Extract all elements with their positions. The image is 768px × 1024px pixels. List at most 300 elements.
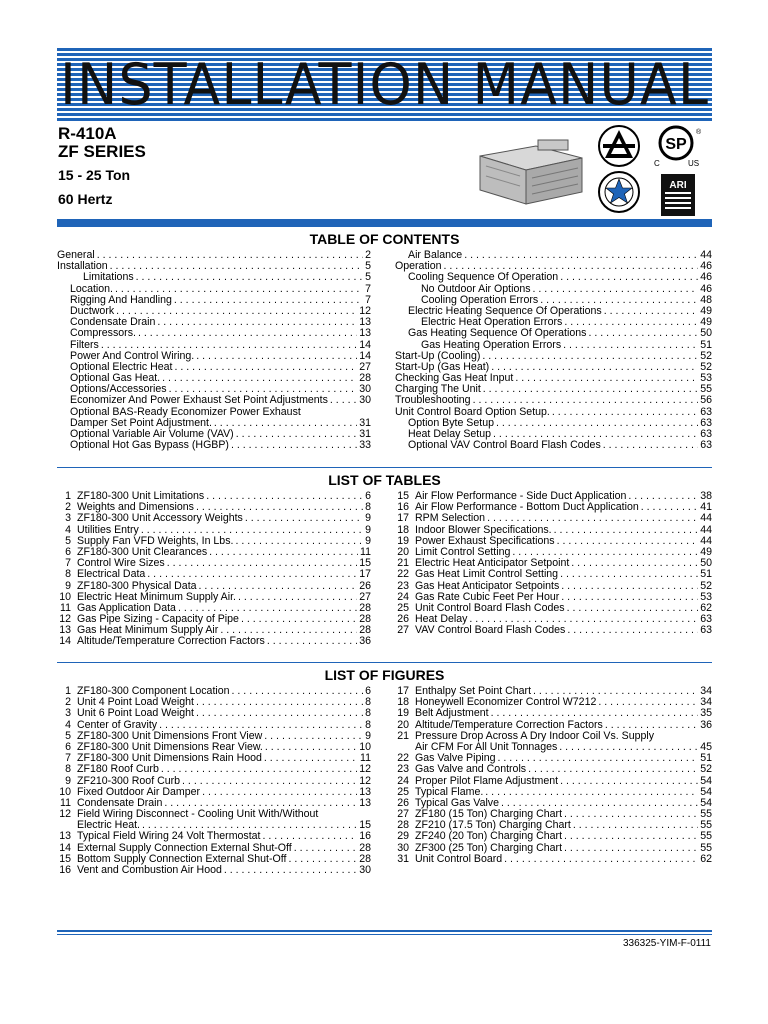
contents-entry[interactable] <box>395 429 712 440</box>
entry-label: Start-Up (Gas Heat) <box>395 361 490 373</box>
entry-label: VAV Control Board Flash Codes <box>415 625 566 637</box>
entry-number: 3 <box>65 708 71 720</box>
contents-entry[interactable] <box>57 525 371 536</box>
entry-label: Proper Pilot Flame Adjustment <box>415 775 559 787</box>
entry-number: 16 <box>397 502 409 514</box>
entry-label: Installation <box>57 261 108 273</box>
figures-title: LIST OF FIGURES <box>324 667 445 683</box>
contents-entry[interactable] <box>57 625 371 636</box>
entry-page-number: 11 <box>360 753 371 765</box>
entry-label: ZF180-300 Unit Accessory Weights <box>77 513 243 525</box>
contents-entry[interactable] <box>57 809 371 820</box>
entry-label: Air Flow Performance - Bottom Duct Application <box>415 502 639 514</box>
dot-leader <box>564 809 698 820</box>
entry-page-number: 63 <box>700 614 712 626</box>
contents-entry[interactable] <box>395 843 712 854</box>
contents-entry[interactable] <box>57 384 371 395</box>
entry-label: Unit Control Board Option Setup. <box>395 406 550 418</box>
dot-leader <box>540 295 698 306</box>
entry-label: Rigging And Handling <box>70 294 172 306</box>
entry-page-number: 6 <box>365 491 371 502</box>
dot-leader <box>236 429 358 440</box>
entry-label: Unit 6 Point Load Weight <box>77 708 194 720</box>
contents-entry[interactable] <box>395 731 712 742</box>
entry-page-number: 54 <box>700 797 712 809</box>
contents-entry[interactable] <box>395 764 712 775</box>
contents-entry[interactable] <box>395 306 712 317</box>
dot-leader <box>263 831 358 842</box>
dot-leader <box>557 536 699 547</box>
entry-number: 13 <box>59 625 71 637</box>
contents-entry[interactable] <box>57 418 371 429</box>
contents-entry[interactable] <box>395 809 712 820</box>
contents-entry[interactable] <box>57 753 371 764</box>
entry-number: 10 <box>59 786 71 798</box>
tables-divider <box>57 662 712 663</box>
contents-entry[interactable] <box>57 284 371 295</box>
entry-page-number: 28 <box>359 625 371 637</box>
entry-label: Weights and Dimensions <box>77 502 194 514</box>
dot-leader <box>464 250 698 261</box>
dot-leader <box>196 708 363 719</box>
entry-label: No Outdoor Air Options <box>421 283 531 295</box>
contents-entry[interactable] <box>57 636 371 647</box>
dot-leader <box>110 261 363 272</box>
contents-entry[interactable] <box>57 373 371 384</box>
dot-leader <box>232 686 364 697</box>
entry-page-number: 34 <box>700 686 712 697</box>
contents-entry[interactable] <box>395 787 712 798</box>
ari-text: ARI <box>669 180 687 191</box>
contents-entry[interactable] <box>395 502 712 513</box>
entry-number: 12 <box>59 809 71 821</box>
entry-number: 19 <box>397 535 409 547</box>
dot-leader <box>267 636 357 647</box>
contents-entry[interactable] <box>395 753 712 764</box>
entry-page-number: 54 <box>700 786 712 798</box>
dot-leader <box>641 502 698 513</box>
entry-page-number: 36 <box>700 719 712 731</box>
entry-page-number: 9 <box>365 513 371 525</box>
dot-leader <box>167 558 357 569</box>
entry-number: 17 <box>397 513 409 525</box>
entry-page-number: 56 <box>700 395 712 407</box>
entry-page-number: 51 <box>700 569 712 581</box>
dot-leader <box>564 843 698 854</box>
contents-entry[interactable] <box>395 820 712 831</box>
entry-page-number: 13 <box>359 786 371 798</box>
entry-page-number: 30 <box>359 865 371 876</box>
entry-page-number: 54 <box>700 775 712 787</box>
entry-page-number: 44 <box>700 513 712 525</box>
entry-label: Gas Heat Anticipator Setpoints <box>415 580 560 592</box>
contents-entry[interactable] <box>395 614 712 625</box>
entry-label: ZF180 Roof Curb <box>77 764 159 776</box>
entry-label: Optional Variable Air Volume (VAV) <box>70 429 234 440</box>
entry-label: Gas Valve and Controls <box>415 764 527 776</box>
entry-label: Ductwork <box>70 305 115 317</box>
contents-entry[interactable] <box>395 798 712 809</box>
dot-leader <box>330 395 357 406</box>
contents-entry[interactable] <box>57 558 371 569</box>
dot-leader <box>196 351 357 362</box>
entry-page-number: 28 <box>359 602 371 614</box>
entry-label: ZF180 (15 Ton) Charging Chart <box>415 809 563 821</box>
contents-entry[interactable] <box>395 558 712 569</box>
dot-leader <box>560 569 698 580</box>
dot-leader <box>496 418 698 429</box>
contents-entry[interactable] <box>57 697 371 708</box>
entry-label: Utilities Entry <box>77 524 139 536</box>
entry-label: Electric Heat Operation Errors <box>421 317 563 329</box>
entry-page-number: 13 <box>359 797 371 809</box>
contents-entry[interactable] <box>57 764 371 775</box>
contents-entry[interactable] <box>395 603 712 614</box>
dot-leader <box>563 340 698 351</box>
dot-leader <box>178 603 357 614</box>
contents-entry[interactable] <box>57 351 371 362</box>
entry-number: 25 <box>397 602 409 614</box>
contents-entry[interactable] <box>57 440 371 451</box>
contents-entry[interactable] <box>57 831 371 842</box>
contents-entry[interactable] <box>57 820 371 831</box>
contents-entry[interactable] <box>57 592 371 603</box>
entry-number: 15 <box>59 853 71 865</box>
entry-page-number: 28 <box>359 614 371 626</box>
contents-entry[interactable] <box>395 328 712 339</box>
entry-label: ZF240 (20 Ton) Charging Chart <box>415 831 563 843</box>
entry-page-number: 46 <box>700 272 712 284</box>
entry-page-number: 44 <box>700 524 712 536</box>
entry-number: 16 <box>59 865 71 876</box>
entry-number: 28 <box>397 820 409 832</box>
dot-leader <box>559 742 698 753</box>
ari-certification-logo <box>661 174 695 216</box>
entry-number: 27 <box>397 625 409 637</box>
refrigerant-label: R-410A <box>58 124 117 143</box>
entry-number: 14 <box>59 636 71 648</box>
dot-leader <box>469 614 698 625</box>
entry-page-number: 31 <box>359 417 371 429</box>
contents-entry[interactable] <box>57 581 371 592</box>
contents-entry[interactable] <box>395 697 712 708</box>
entry-label: Typical Gas Valve <box>415 797 499 809</box>
dot-leader <box>564 831 698 842</box>
entry-label: ZF300 (25 Ton) Charging Chart <box>415 842 563 854</box>
contents-entry[interactable] <box>57 261 371 272</box>
entry-label: Compressors. <box>70 328 136 340</box>
contents-entry[interactable] <box>395 569 712 580</box>
contents-entry[interactable] <box>395 547 712 558</box>
contents-entry[interactable] <box>395 625 712 636</box>
dot-leader <box>115 284 363 295</box>
contents-entry[interactable] <box>57 502 371 513</box>
dot-leader <box>157 317 357 328</box>
entry-page-number: 55 <box>700 809 712 821</box>
entry-page-number: 63 <box>700 625 712 637</box>
contents-entry[interactable] <box>395 272 712 283</box>
contents-entry[interactable] <box>395 854 712 865</box>
contents-entry[interactable] <box>395 686 712 697</box>
dot-leader <box>142 820 357 831</box>
contents-entry[interactable] <box>395 513 712 524</box>
contents-entry[interactable] <box>57 306 371 317</box>
entry-label: Air CFM For All Unit Tonnages <box>415 741 558 753</box>
contents-entry[interactable] <box>57 865 371 876</box>
entry-page-number: 49 <box>700 546 712 558</box>
dot-leader <box>202 787 357 798</box>
energy-star-seal-logo <box>597 170 641 214</box>
entry-page-number: 63 <box>700 406 712 418</box>
entry-page-number: 55 <box>700 842 712 854</box>
entry-page-number: 49 <box>700 305 712 317</box>
contents-entry[interactable] <box>57 547 371 558</box>
contents-entry[interactable] <box>57 731 371 742</box>
entry-label: Gas Heating Operation Errors <box>421 339 562 351</box>
dot-leader <box>504 854 698 865</box>
entry-number: 22 <box>397 569 409 581</box>
csa-certification-logo <box>652 124 704 168</box>
contents-entry[interactable] <box>395 351 712 362</box>
entry-number: 8 <box>65 764 71 776</box>
entry-number: 7 <box>65 558 71 570</box>
entry-label: Cooling Operation Errors <box>421 294 539 306</box>
contents-entry[interactable] <box>57 686 371 697</box>
contents-entry[interactable] <box>395 362 712 373</box>
entry-page-number: 55 <box>700 831 712 843</box>
contents-entry[interactable] <box>57 614 371 625</box>
entry-number: 9 <box>65 775 71 787</box>
entry-page-number: 46 <box>700 283 712 295</box>
entry-page-number: 46 <box>700 261 712 273</box>
contents-entry[interactable] <box>57 513 371 524</box>
entry-page-number: 8 <box>365 502 371 514</box>
contents-entry[interactable] <box>57 317 371 328</box>
dot-leader <box>209 547 358 558</box>
contents-entry[interactable] <box>395 536 712 547</box>
entry-page-number: 13 <box>359 317 371 329</box>
dot-leader <box>238 592 357 603</box>
contents-entry[interactable] <box>57 395 371 406</box>
entry-page-number: 8 <box>365 697 371 709</box>
contents-entry[interactable] <box>57 708 371 719</box>
entry-number: 30 <box>397 842 409 854</box>
contents-entry[interactable] <box>395 317 712 328</box>
dot-leader <box>493 429 698 440</box>
entry-page-number: 11 <box>360 546 371 558</box>
entry-page-number: 27 <box>359 591 371 603</box>
entry-number: 22 <box>397 753 409 765</box>
contents-entry[interactable] <box>395 384 712 395</box>
entry-page-number: 52 <box>700 350 712 362</box>
dot-leader <box>552 407 698 418</box>
entry-page-number: 5 <box>365 261 371 273</box>
contents-entry[interactable] <box>57 362 371 373</box>
manual-title: INSTALLATION MANUAL <box>60 51 709 118</box>
dot-leader <box>491 708 699 719</box>
footer-rule-thin <box>57 934 712 935</box>
dot-leader <box>533 686 698 697</box>
dot-leader <box>567 625 698 636</box>
contents-entry[interactable] <box>57 854 371 865</box>
header-separator-bar <box>57 219 712 227</box>
contents-entry[interactable] <box>57 536 371 547</box>
entry-number: 9 <box>65 580 71 592</box>
dot-leader <box>116 306 357 317</box>
entry-page-number: 52 <box>700 764 712 776</box>
entry-label: ZF180-300 Physical Data <box>77 580 197 592</box>
dot-leader <box>501 798 698 809</box>
contents-entry[interactable] <box>395 592 712 603</box>
dot-leader <box>497 753 698 764</box>
csa-c-text: C <box>654 159 660 168</box>
contents-entry[interactable] <box>395 418 712 429</box>
contents-entry[interactable] <box>395 284 712 295</box>
dot-leader <box>224 865 357 876</box>
toc-left-column <box>57 250 371 451</box>
contents-entry[interactable] <box>57 272 371 283</box>
contents-entry[interactable] <box>57 340 371 351</box>
contents-entry[interactable] <box>395 831 712 842</box>
entry-page-number: 50 <box>700 328 712 340</box>
contents-entry[interactable] <box>57 720 371 731</box>
entry-number: 4 <box>65 719 71 731</box>
entry-number: 26 <box>397 614 409 626</box>
frequency-label: 60 Hertz <box>58 191 113 207</box>
contents-entry[interactable] <box>395 395 712 406</box>
entry-page-number: 63 <box>700 429 712 440</box>
contents-entry[interactable] <box>395 581 712 592</box>
entry-page-number: 7 <box>365 283 371 295</box>
contents-entry[interactable] <box>57 295 371 306</box>
dot-leader <box>605 720 698 731</box>
dot-leader <box>196 697 363 708</box>
contents-entry[interactable] <box>57 407 371 418</box>
contents-entry[interactable] <box>57 569 371 580</box>
entry-label: Gas Application Data <box>77 602 176 614</box>
entry-page-number: 53 <box>700 591 712 603</box>
dot-leader <box>199 581 358 592</box>
entry-number: 1 <box>65 491 71 502</box>
entry-page-number: 9 <box>365 535 371 547</box>
contents-entry[interactable] <box>395 261 712 272</box>
entry-label: Power And Control Wiring. <box>70 350 195 362</box>
entry-label: Altitude/Temperature Correction Factors <box>77 636 265 648</box>
dot-leader <box>169 384 358 395</box>
entry-number: 4 <box>65 524 71 536</box>
entry-number: 20 <box>397 719 409 731</box>
entry-page-number: 52 <box>700 580 712 592</box>
tables-title: LIST OF TABLES <box>328 472 441 488</box>
contents-entry[interactable] <box>395 373 712 384</box>
contents-entry[interactable] <box>395 742 712 753</box>
contents-entry[interactable] <box>57 787 371 798</box>
contents-entry[interactable] <box>395 776 712 787</box>
dot-leader <box>485 787 698 798</box>
entry-label: Control Wire Sizes <box>77 558 165 570</box>
entry-page-number: 63 <box>700 440 712 452</box>
entry-label: Limitations <box>83 272 134 284</box>
dot-leader <box>560 272 698 283</box>
entry-label: Electric Heat Minimum Supply Air. <box>77 591 236 603</box>
entry-label: Limit Control Setting <box>415 546 511 558</box>
entry-page-number: 62 <box>700 853 712 865</box>
entry-label: Belt Adjustment <box>415 708 489 720</box>
figures-left-column <box>57 686 371 876</box>
contents-entry[interactable] <box>57 250 371 261</box>
entry-page-number: 55 <box>700 384 712 396</box>
dot-leader <box>561 581 698 592</box>
dot-leader <box>554 525 699 536</box>
entry-label: Air Flow Performance - Side Duct Application <box>415 491 627 502</box>
entry-label: Gas Valve Piping <box>415 753 496 765</box>
contents-entry[interactable] <box>57 742 371 753</box>
entry-number: 8 <box>65 569 71 581</box>
dot-leader <box>141 525 363 536</box>
entry-number: 29 <box>397 831 409 843</box>
entry-page-number: 52 <box>700 361 712 373</box>
contents-entry[interactable] <box>395 407 712 418</box>
contents-entry[interactable] <box>395 295 712 306</box>
entry-number: 19 <box>397 708 409 720</box>
dot-leader <box>528 764 698 775</box>
contents-entry[interactable] <box>395 440 712 451</box>
entry-label: ZF210-300 Roof Curb <box>77 775 181 787</box>
entry-label: Vent and Combustion Air Hood <box>77 865 222 876</box>
entry-label: Heat Delay Setup <box>408 429 492 440</box>
entry-number: 3 <box>65 513 71 525</box>
entry-label: Location. <box>70 283 113 295</box>
entry-number: 23 <box>397 580 409 592</box>
entry-label: Unit 4 Point Load Weight <box>77 697 194 709</box>
entry-number: 15 <box>397 491 409 502</box>
entry-page-number: 62 <box>700 602 712 614</box>
contents-entry[interactable] <box>57 328 371 339</box>
entry-page-number: 33 <box>359 440 371 452</box>
registered-mark: ® <box>696 129 702 136</box>
entry-page-number: 31 <box>359 429 371 440</box>
dot-leader <box>473 395 699 406</box>
entry-label: Heat Delay <box>415 614 468 626</box>
contents-entry[interactable] <box>395 491 712 502</box>
contents-entry[interactable] <box>395 250 712 261</box>
contents-entry[interactable] <box>57 798 371 809</box>
contents-entry[interactable] <box>395 720 712 731</box>
entry-label: Operation <box>395 261 442 273</box>
contents-entry[interactable] <box>57 603 371 614</box>
entry-label: Altitude/Temperature Correction Factors <box>415 719 603 731</box>
entry-label: ZF180-300 Unit Dimensions Rain Hood <box>77 753 262 765</box>
entry-page-number: 50 <box>700 558 712 570</box>
entry-label: ZF180-300 Unit Dimensions Rear View. <box>77 741 263 753</box>
contents-entry[interactable] <box>57 429 371 440</box>
contents-entry[interactable] <box>57 776 371 787</box>
entry-number: 18 <box>397 524 409 536</box>
entry-label: Fixed Outdoor Air Damper <box>77 786 201 798</box>
contents-entry[interactable] <box>57 491 371 502</box>
entry-label: Options/Accessories <box>70 384 167 396</box>
entry-number: 14 <box>59 842 71 854</box>
contents-entry[interactable] <box>395 340 712 351</box>
contents-entry[interactable] <box>57 843 371 854</box>
contents-entry[interactable] <box>395 708 712 719</box>
entry-label: Center of Gravity <box>77 719 158 731</box>
contents-entry[interactable] <box>395 525 712 536</box>
entry-label: Electric Heat. <box>77 820 140 832</box>
series-label: ZF SERIES <box>58 142 146 161</box>
entry-label: General <box>57 250 95 261</box>
dot-leader <box>560 776 698 787</box>
